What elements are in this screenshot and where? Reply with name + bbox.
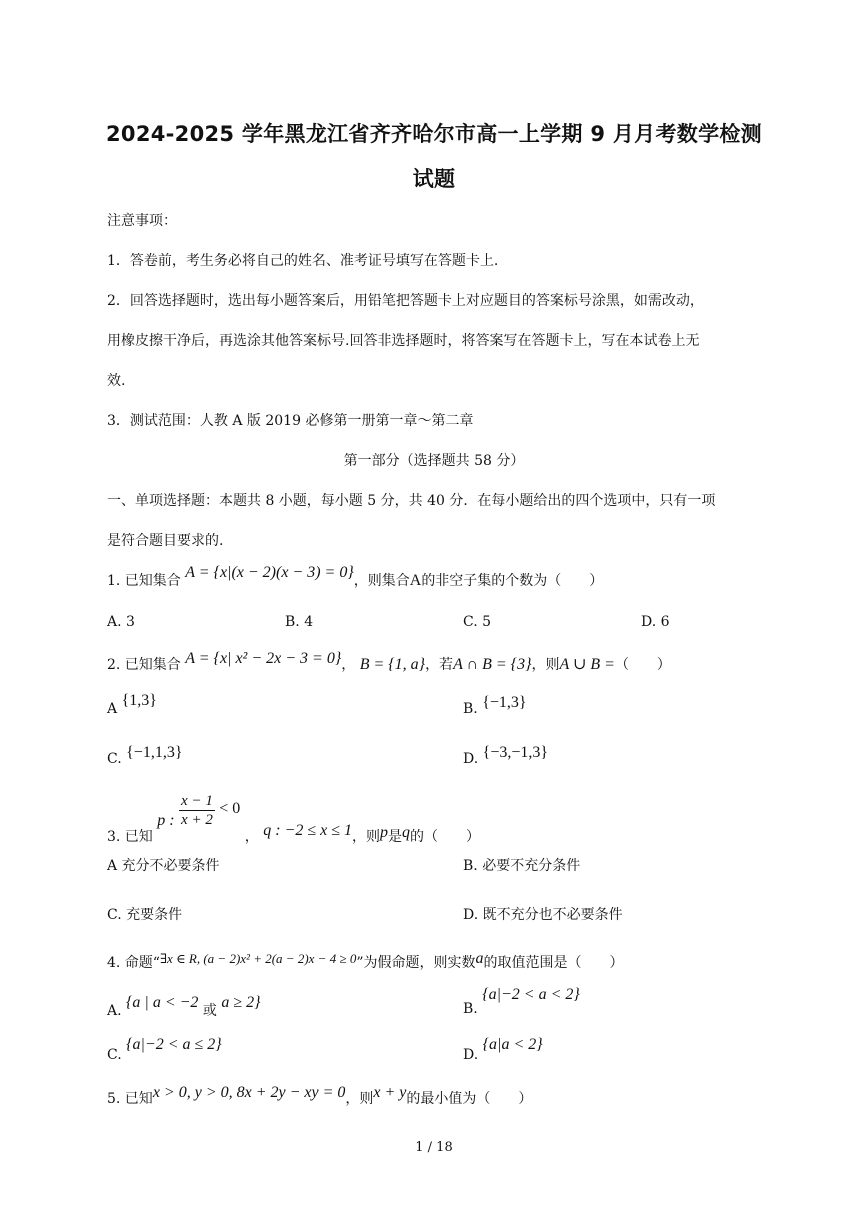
option-or: 或 bbox=[202, 1003, 217, 1019]
question-1-mid: ，则集合 bbox=[353, 573, 410, 589]
question-1-option-b[interactable]: B. 4 bbox=[285, 614, 314, 630]
question-2-option-d[interactable] bbox=[463, 744, 549, 768]
question-3-fraction bbox=[179, 792, 215, 829]
question-3-prefix: 3. 已知 bbox=[107, 828, 153, 845]
question-3 bbox=[107, 792, 481, 845]
option-label: A. bbox=[107, 1003, 122, 1019]
question-2-formula-d: A ∪ B = bbox=[559, 656, 615, 673]
question-2 bbox=[107, 650, 671, 674]
question-4-option-c[interactable] bbox=[107, 1036, 222, 1064]
question-4-option-d[interactable] bbox=[463, 1036, 543, 1064]
question-2-option-c[interactable] bbox=[107, 744, 183, 768]
section-heading-a: 一、单项选择题：本题共 8 小题，每小题 5 分，共 40 分．在每小题给出的四个选项中，只有一项 bbox=[107, 493, 716, 509]
notice-heading: 注意事项： bbox=[107, 213, 177, 229]
question-3-option-a[interactable]: A 充分不必要条件 bbox=[107, 858, 220, 874]
section-heading-b: 是符合题目要求的. bbox=[107, 533, 224, 549]
question-3-q-condition: q : −2 ≤ x ≤ 1 bbox=[263, 821, 353, 839]
notice-item-2c: 效. bbox=[107, 373, 126, 389]
option-value: {−3,−1,3} bbox=[482, 744, 549, 761]
question-3-option-d[interactable]: D. 既不充分也不必要条件 bbox=[463, 907, 623, 923]
notice-item-2a: 2．回答选择题时，选出每小题答案后，用铅笔把答题卡上对应题目的答案标号涂黑，如需改动， bbox=[107, 293, 704, 309]
notice-item-3: 3．测试范围：人教 A 版 2019 必修第一册第一章～第二章 bbox=[107, 413, 474, 429]
question-2-separator-2: ，若 bbox=[425, 657, 454, 673]
option-label: B. bbox=[463, 701, 478, 717]
question-4-option-a[interactable] bbox=[107, 994, 261, 1020]
question-4-option-b[interactable] bbox=[463, 986, 580, 1018]
option-value: {−1,1,3} bbox=[126, 744, 183, 761]
question-3-suffix: 的（ ） bbox=[410, 828, 481, 845]
question-2-formula-c: A ∩ B = {3} bbox=[453, 656, 532, 673]
question-1-option-a[interactable]: A. 3 bbox=[107, 614, 135, 630]
fraction-denominator: x + 2 bbox=[181, 812, 213, 828]
question-3-separator-2: ，则 bbox=[352, 828, 381, 845]
question-4-suffix: 的取值范围是（ ） bbox=[483, 955, 624, 971]
question-1-option-d[interactable]: D. 6 bbox=[641, 614, 670, 630]
question-5-prefix: 5. 已知 bbox=[107, 1091, 153, 1107]
question-1-prefix: 1. 已知集合 bbox=[107, 573, 181, 589]
option-value: {a|a < 2} bbox=[482, 1036, 543, 1053]
question-4-formula: ∃x ∈ R, (a − 2)x² + 2(a − 2)x − 4 ≥ 0 bbox=[159, 951, 357, 966]
notice-item-1: 1．答卷前，考生务必将自己的姓名、准考证号填写在答题卡上. bbox=[107, 253, 499, 269]
question-3-relation: < 0 bbox=[219, 799, 241, 817]
question-2-formula-b: B = {1, a} bbox=[359, 656, 426, 673]
option-value: {a|−2 < a ≤ 2} bbox=[126, 1036, 222, 1053]
question-3-option-b[interactable]: B. 必要不充分条件 bbox=[463, 858, 581, 874]
question-1 bbox=[107, 564, 604, 590]
question-3-separator-1: ， bbox=[244, 828, 259, 845]
question-3-p-label: p : bbox=[157, 811, 175, 829]
question-2-option-a[interactable] bbox=[107, 692, 157, 718]
option-value: {a|−2 < a < 2} bbox=[482, 986, 580, 1003]
question-1-formula: A = {x|(x − 2)(x − 3) = 0} bbox=[185, 564, 354, 581]
question-2-prefix: 2. 已知集合 bbox=[107, 657, 181, 673]
document-title-line2: 试题 bbox=[412, 167, 456, 191]
question-1-suffix: 的非空子集的个数为（ ） bbox=[421, 573, 604, 589]
option-value-part-1: {a | a < −2 bbox=[126, 994, 199, 1011]
question-2-separator-3: ，则 bbox=[531, 657, 560, 673]
question-3-p: p bbox=[380, 823, 389, 841]
question-5-var: x + y bbox=[373, 1084, 407, 1101]
notice-item-2b: 用橡皮擦干净后，再选涂其他答案标号.回答非选择题时，将答案写在答题卡上，写在本试卷上无 bbox=[107, 333, 700, 349]
option-label: D. bbox=[463, 751, 479, 767]
question-3-q: q bbox=[402, 823, 411, 841]
question-5-formula: x > 0, y > 0, 8x + 2y − xy = 0 bbox=[152, 1084, 346, 1101]
option-label: C. bbox=[107, 751, 122, 767]
question-5-mid: ，则 bbox=[345, 1091, 374, 1107]
option-value-part-2: a ≥ 2} bbox=[221, 994, 261, 1011]
question-4 bbox=[107, 952, 624, 972]
question-2-option-b[interactable] bbox=[463, 694, 527, 718]
option-label: A bbox=[107, 701, 118, 717]
question-2-suffix: （ ） bbox=[614, 657, 671, 673]
option-value: {−1,3} bbox=[482, 694, 527, 711]
question-4-prefix: 4. 命题“ bbox=[107, 955, 160, 971]
part-heading: 第一部分（选择题共 58 分） bbox=[343, 453, 525, 469]
option-value: {1,3} bbox=[121, 692, 157, 709]
question-4-mid: ”为假命题，则实数 bbox=[356, 955, 476, 971]
fraction-numerator: x − 1 bbox=[181, 793, 213, 809]
question-1-option-c[interactable]: C. 5 bbox=[463, 614, 492, 630]
question-2-separator-1: ， bbox=[341, 657, 356, 673]
question-1-var: A bbox=[409, 572, 422, 589]
question-5-suffix: 的最小值为（ ） bbox=[406, 1091, 533, 1107]
question-4-var: a bbox=[475, 950, 484, 967]
question-2-formula-a: A = {x| x² − 2x − 3 = 0} bbox=[185, 650, 342, 667]
option-label: D. bbox=[463, 1047, 479, 1063]
question-3-option-c[interactable]: C. 充要条件 bbox=[107, 907, 183, 923]
option-label: B. bbox=[463, 1001, 478, 1017]
question-5 bbox=[107, 1084, 533, 1108]
option-label: C. bbox=[107, 1047, 122, 1063]
page-number: 1 / 18 bbox=[415, 1140, 453, 1155]
question-3-is: 是 bbox=[388, 828, 403, 845]
document-title-line1: 2024-2025 学年黑龙江省齐齐哈尔市高一上学期 9 月月考数学检测 bbox=[106, 122, 762, 146]
